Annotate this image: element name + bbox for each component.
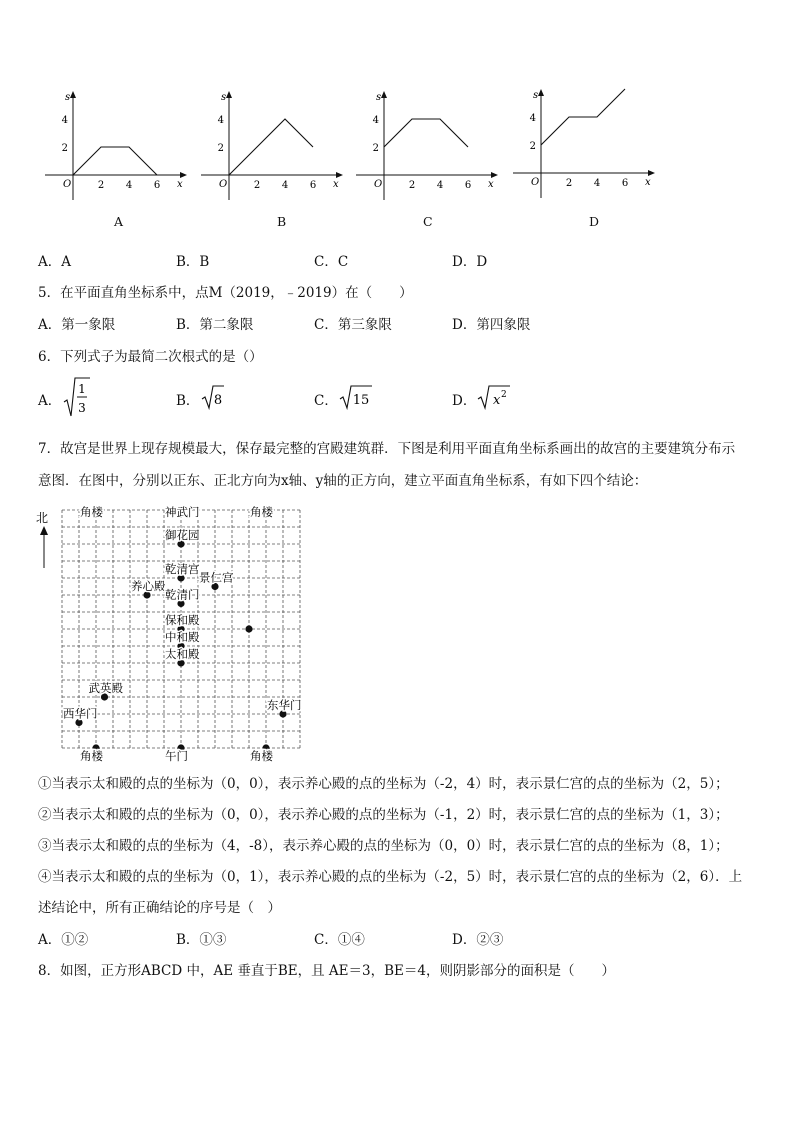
y-axis-arrow [70, 91, 76, 98]
q5-option-b[interactable]: B．第二象限 [176, 317, 254, 333]
q4-option-b[interactable]: B．B [176, 254, 210, 270]
x-axis-name: x [177, 179, 183, 190]
graph-label-b: B [277, 214, 287, 229]
q4-option-c[interactable]: C．C [314, 254, 349, 270]
q7-stem-line-1: 7．故宫是世界上现存规模最大，保存最完整的宫殿建筑群．下图是利用平面直角坐标系画出的故宫的主要建筑分布示 [38, 441, 736, 457]
q6-option-d-label: D． [452, 393, 477, 409]
building-label: 中和殿 [165, 630, 200, 644]
q6-option-b[interactable] [176, 383, 236, 413]
building-label: 西华门 [63, 706, 98, 721]
y-axis-name: s [376, 92, 382, 103]
q7-conclusion-3: ③当表示太和殿的点的坐标为（4，-8），表示养心殿的点的坐标为（0，0）时，表示景仁宫的点的坐标为（8，1）； [38, 838, 729, 854]
y-axis-arrow [381, 91, 387, 98]
building-label: 角楼 [80, 505, 103, 519]
origin-label: O [531, 177, 540, 188]
x-tick-label: 4 [125, 180, 133, 191]
palace-map [30, 500, 310, 765]
building-label: 神武门 [165, 505, 200, 519]
x-axis-arrow [336, 172, 343, 178]
building-point [245, 625, 252, 632]
q7-conclusion-tail: 述结论中，所有正确结论的序号是（ ） [38, 900, 281, 916]
q6-option-c[interactable] [314, 383, 384, 413]
x-tick-label: 2 [565, 178, 573, 189]
q8-stem: 8．如图，正方形ABCD 中，AE 垂直于BE，且 AE＝3，BE＝4，则阴影部分的面积是（ ） [38, 963, 615, 979]
sqrt-d-exponent: 2 [501, 390, 507, 400]
y-tick-label: 4 [372, 115, 379, 126]
q6-stem: 6．下列式子为最简二次根式的是（） [38, 349, 263, 365]
q5-option-a[interactable]: A．第一象限 [38, 317, 116, 333]
sqrt-one-third [62, 376, 92, 420]
sqrt-b-radicand: 8 [213, 393, 223, 408]
building-label: 景仁宫 [199, 570, 234, 585]
building-label: 保和殿 [165, 613, 200, 627]
q7-option-c[interactable]: C．①④ [314, 932, 365, 948]
building-label: 东华门 [267, 698, 302, 712]
north-label: 北 [36, 511, 49, 525]
x-axis-name: x [333, 179, 339, 190]
sqrt-eight [200, 383, 230, 411]
q7-conclusion-4: ④当表示太和殿的点的坐标为（0，1），表示养心殿的点的坐标为（-2，5）时，表示景仁宫的点的坐标为（2，6）．上 [38, 869, 743, 885]
y-axis-name: s [533, 90, 539, 101]
y-tick-label: 2 [529, 141, 536, 152]
y-tick-label: 2 [61, 143, 68, 154]
building-label: 乾清门 [165, 587, 200, 602]
y-tick-label: 4 [217, 115, 224, 126]
x-tick-label: 6 [309, 180, 317, 191]
origin-label: O [63, 179, 72, 190]
q4-option-a[interactable]: A．A [38, 254, 71, 270]
x-tick-label: 4 [281, 180, 289, 191]
sqrt-a-numerator: 1 [78, 382, 86, 396]
origin-label: O [374, 179, 383, 190]
sqrt-x-squared [476, 383, 516, 411]
graph-line [384, 119, 468, 147]
q5-stem: 5．在平面直角坐标系中，点M（2019，﹣2019）在（ ） [38, 285, 413, 301]
building-label: 角楼 [250, 749, 273, 763]
graph-line [541, 89, 625, 145]
x-axis-arrow [648, 170, 655, 176]
x-tick-label: 4 [593, 178, 601, 189]
graph-label-c: C [423, 214, 433, 229]
building-label: 角楼 [250, 505, 273, 519]
y-axis-arrow [538, 89, 544, 96]
origin-label: O [219, 179, 228, 190]
y-axis-name: s [221, 92, 227, 103]
building-label: 角楼 [80, 749, 103, 763]
x-axis-name: x [488, 179, 494, 190]
y-tick-label: 2 [372, 143, 379, 154]
sqrt-a-denominator: 3 [78, 401, 86, 415]
graph-label-d: D [589, 214, 600, 229]
y-tick-label: 4 [61, 115, 68, 126]
sqrt-d-base: x [493, 393, 501, 408]
x-tick-label: 6 [153, 180, 161, 191]
y-axis-arrow [226, 91, 232, 98]
graph-line [73, 147, 157, 175]
x-axis-arrow [180, 172, 187, 178]
x-axis-name: x [645, 177, 651, 188]
x-tick-label: 2 [253, 180, 261, 191]
x-tick-label: 4 [436, 180, 444, 191]
graph-label-a: A [114, 214, 124, 229]
y-tick-label: 4 [529, 113, 536, 124]
q7-conclusion-1: ①当表示太和殿的点的坐标为（0，0），表示养心殿的点的坐标为（-2，4）时，表示景仁宫的点的坐标为（2，5）； [38, 776, 729, 792]
palace-map-figure [30, 500, 310, 765]
q6-option-d[interactable] [452, 383, 522, 413]
graph-line [229, 119, 313, 175]
north-arrow-head [40, 526, 48, 535]
q4-option-d[interactable]: D．D [452, 254, 488, 270]
sqrt-fifteen [338, 383, 378, 411]
building-label: 武英殿 [88, 681, 123, 695]
q6-option-a-label: A． [38, 393, 62, 409]
x-tick-label: 6 [464, 180, 472, 191]
q7-option-a[interactable]: A．①② [38, 932, 89, 948]
building-label: 太和殿 [165, 647, 200, 661]
q7-conclusion-2: ②当表示太和殿的点的坐标为（0，0），表示养心殿的点的坐标为（-1，2）时，表示景仁宫的点的坐标为（1，3）； [38, 807, 729, 823]
y-tick-label: 2 [217, 143, 224, 154]
q7-option-b[interactable]: B．①③ [176, 932, 227, 948]
building-label: 午门 [165, 749, 188, 763]
x-tick-label: 2 [97, 180, 105, 191]
q7-option-d[interactable]: D．②③ [452, 932, 504, 948]
q5-option-c[interactable]: C．第三象限 [314, 317, 392, 333]
x-tick-label: 6 [621, 178, 629, 189]
q6-option-b-label: B． [176, 393, 200, 409]
sqrt-c-radicand: 15 [352, 393, 370, 408]
building-label: 御花园 [165, 528, 200, 542]
building-label: 养心殿 [131, 579, 166, 593]
x-axis-arrow [491, 172, 498, 178]
building-label: 乾清宫 [165, 562, 200, 576]
y-axis-name: s [65, 92, 71, 103]
q7-stem-line-2: 意图．在图中，分别以正东、正北方向为x轴、y轴的正方向，建立平面直角坐标系，有如下四个结论： [38, 473, 648, 489]
q6-option-c-label: C． [314, 393, 338, 409]
q6-option-a[interactable] [38, 376, 98, 420]
q5-option-d[interactable]: D．第四象限 [452, 317, 531, 333]
x-tick-label: 2 [408, 180, 416, 191]
